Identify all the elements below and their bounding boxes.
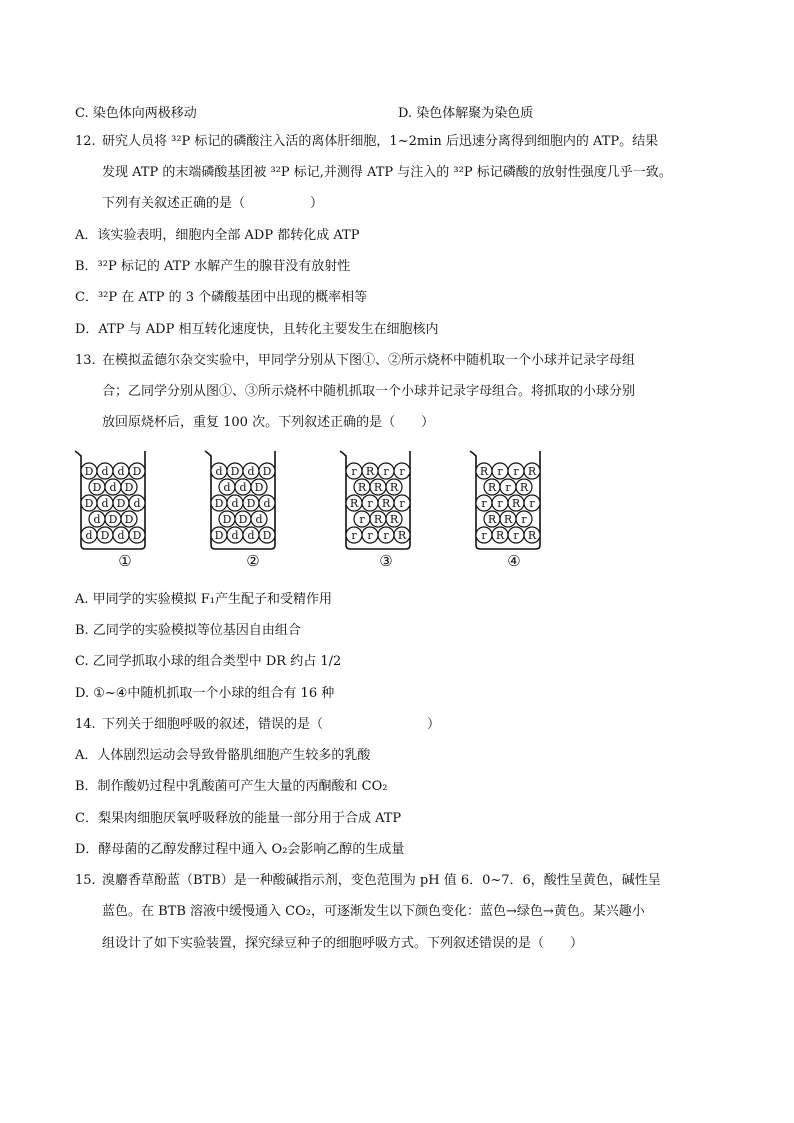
ball-letter: d [215, 465, 223, 478]
ball-letter: r [367, 497, 373, 510]
q15-stem-line-1: 溴麝香草酚蓝（BTB）是一种酸碱指示剂，变色范围为 pH 值 6．0~7．6，酸性呈黄色，碱性呈 [102, 873, 661, 888]
beaker-3-label: ③ [379, 552, 393, 570]
ball-letter: R [397, 529, 407, 542]
ball-letter: d [85, 529, 93, 542]
ball-letter: R [527, 529, 537, 542]
ball-letter: D [124, 513, 134, 526]
q14-option-b: B．制作酸奶过程中乳酸菌可产生大量的丙酮酸和 CO₂ [75, 779, 388, 794]
beaker-1-drawing [73, 447, 153, 551]
ball-letter: d [133, 497, 141, 510]
q14-option-a: A．人体剧烈运动会导致骨骼肌细胞产生较多的乳酸 [75, 748, 371, 763]
ball-letter: R [357, 481, 367, 494]
ball-letter: D [246, 497, 256, 510]
ball-letter: R [519, 481, 529, 494]
ball-letter: d [247, 465, 255, 478]
beaker-4-label: ④ [507, 552, 521, 570]
q15-stem-line-2: 蓝色。在 BTB 溶液中缓慢通入 CO₂，可逐渐发生以下颜色变化：蓝色→绿色→黄色。某兴趣小 [102, 904, 645, 919]
ball-letter: R [365, 465, 375, 478]
beaker-1-label: ① [118, 552, 132, 570]
ball-letter: D [238, 513, 248, 526]
beaker-2-drawing [203, 447, 283, 551]
ball-letter: d [101, 497, 109, 510]
ball-letter: D [108, 513, 118, 526]
ball-letter: R [381, 497, 391, 510]
ball-letter: d [231, 529, 239, 542]
ball-letter: D [230, 465, 240, 478]
ball-letter: d [109, 481, 117, 494]
ball-letter: r [399, 465, 405, 478]
ball-letter: r [383, 465, 389, 478]
ball-letter: d [117, 529, 125, 542]
beaker-1 [73, 447, 153, 551]
ball-letter: D [100, 529, 110, 542]
ball-letter: R [389, 481, 399, 494]
beaker-4 [468, 447, 548, 551]
ball-letter: R [511, 497, 521, 510]
ball-letter: r [359, 513, 365, 526]
q12-stem-line-3: 下列有关叙述正确的是（ ） [102, 196, 324, 211]
q12-option-a: A．该实验表明，细胞内全部 ADP 都转化成 ATP [75, 228, 360, 243]
q15-stem-line-3: 组设计了如下实验装置，探究绿豆种子的细胞呼吸方式。下列叙述错误的是（ ） [102, 936, 584, 951]
beaker-2 [203, 447, 283, 551]
q13-stem-line-1: 在模拟孟德尔杂交实验中，甲同学分别从下图①、②所示烧杯中随机取一个小球并记录字母组 [102, 353, 636, 368]
beaker-3-drawing [338, 447, 418, 551]
ball-letter: d [231, 497, 239, 510]
q14-stem: 下列关于细胞呼吸的叙述，错误的是（ ） [102, 717, 441, 732]
beaker-4-drawing [468, 447, 548, 551]
ball-letter: R [373, 513, 383, 526]
q14-option-d: D．酵母菌的乙醇发酵过程中通入 O₂会影响乙醇的生成量 [75, 842, 405, 857]
ball-letter: r [529, 497, 535, 510]
q13-number: 13. [75, 353, 96, 368]
q13-option-c: C. 乙同学抓取小球的组合类型中 DR 约占 1/2 [75, 654, 342, 669]
ball-letter: R [503, 513, 513, 526]
ball-letter: r [497, 465, 503, 478]
ball-letter: d [93, 513, 101, 526]
ball-letter: D [92, 481, 102, 494]
q12-stem-line-2: 发现 ATP 的末端磷酸基团被 ³²P 标记,并测得 ATP 与注入的 ³²P 标记磷酸的放射性强度几乎一致。 [102, 165, 672, 180]
ball-letter: R [487, 513, 497, 526]
ball-letter: R [479, 465, 489, 478]
ball-letter: D [262, 465, 272, 478]
ball-letter: d [239, 481, 247, 494]
ball-letter: D [132, 529, 142, 542]
q11-option-d: D. 染色体解聚为染色质 [398, 106, 534, 121]
q13-option-b: B. 乙同学的实验模拟等位基因自由组合 [75, 623, 301, 638]
ball-letter: r [399, 497, 405, 510]
q12-stem-line-1: 研究人员将 ³²P 标记的磷酸注入活的离体肝细胞，1~2min 后迅速分离得到细胞内的 ATP。结果 [102, 134, 659, 149]
ball-letter: r [481, 497, 487, 510]
q13-option-d: D. ①~④中随机抓取一个小球的组合有 16 种 [75, 686, 335, 701]
ball-letter: D [262, 529, 272, 542]
q12-option-b: B．³²P 标记的 ATP 水解产生的腺苷没有放射性 [75, 259, 351, 274]
ball-letter: D [254, 481, 264, 494]
ball-letter: d [117, 465, 125, 478]
q13-stem-line-2: 合；乙同学分别从图①、③所示烧杯中随机抓取一个小球并记录字母组合。将抓取的小球分别 [102, 384, 636, 399]
ball-letter: d [101, 465, 109, 478]
ball-letter: R [389, 513, 399, 526]
ball-letter: R [527, 465, 537, 478]
ball-letter: D [84, 465, 94, 478]
ball-letter: r [513, 465, 519, 478]
ball-letter: r [351, 465, 357, 478]
q14-number: 14. [75, 717, 96, 732]
q11-option-c: C. 染色体向两极移动 [75, 106, 197, 121]
ball-letter: D [84, 497, 94, 510]
q13-option-a: A. 甲同学的实验模拟 F₁产生配子和受精作用 [75, 592, 333, 607]
q12-option-c: C．³²P 在 ATP 的 3 个磷酸基团中出现的概率相等 [75, 290, 368, 305]
ball-letter: d [263, 497, 271, 510]
ball-letter: r [521, 513, 527, 526]
ball-letter: R [495, 529, 505, 542]
ball-letter: D [132, 465, 142, 478]
ball-letter: r [481, 529, 487, 542]
ball-letter: D [116, 497, 126, 510]
ball-letter: D [124, 481, 134, 494]
ball-letter: r [497, 497, 503, 510]
q11-option-row [75, 102, 735, 120]
q14-option-c: C．梨果肉细胞厌氧呼吸释放的能量一部分用于合成 ATP [75, 811, 402, 826]
ball-letter: d [247, 529, 255, 542]
ball-letter: d [223, 481, 231, 494]
ball-letter: r [505, 481, 511, 494]
ball-letter: R [373, 481, 383, 494]
beaker-2-label: ② [246, 552, 260, 570]
ball-letter: D [222, 513, 232, 526]
ball-letter: D [214, 529, 224, 542]
q12-number: 12. [75, 134, 96, 149]
ball-letter: r [383, 529, 389, 542]
q15-number: 15. [75, 873, 96, 888]
ball-letter: R [349, 497, 359, 510]
q12-option-d: D．ATP 与 ADP 相互转化速度快，且转化主要发生在细胞核内 [75, 322, 439, 337]
q13-stem-line-3: 放回原烧杯后，重复 100 次。下列叙述正确的是（ ） [102, 415, 435, 430]
ball-letter: R [487, 481, 497, 494]
beaker-3 [338, 447, 418, 551]
ball-letter: d [255, 513, 263, 526]
ball-letter: r [351, 529, 357, 542]
ball-letter: r [367, 529, 373, 542]
ball-letter: D [214, 497, 224, 510]
ball-letter: r [513, 529, 519, 542]
